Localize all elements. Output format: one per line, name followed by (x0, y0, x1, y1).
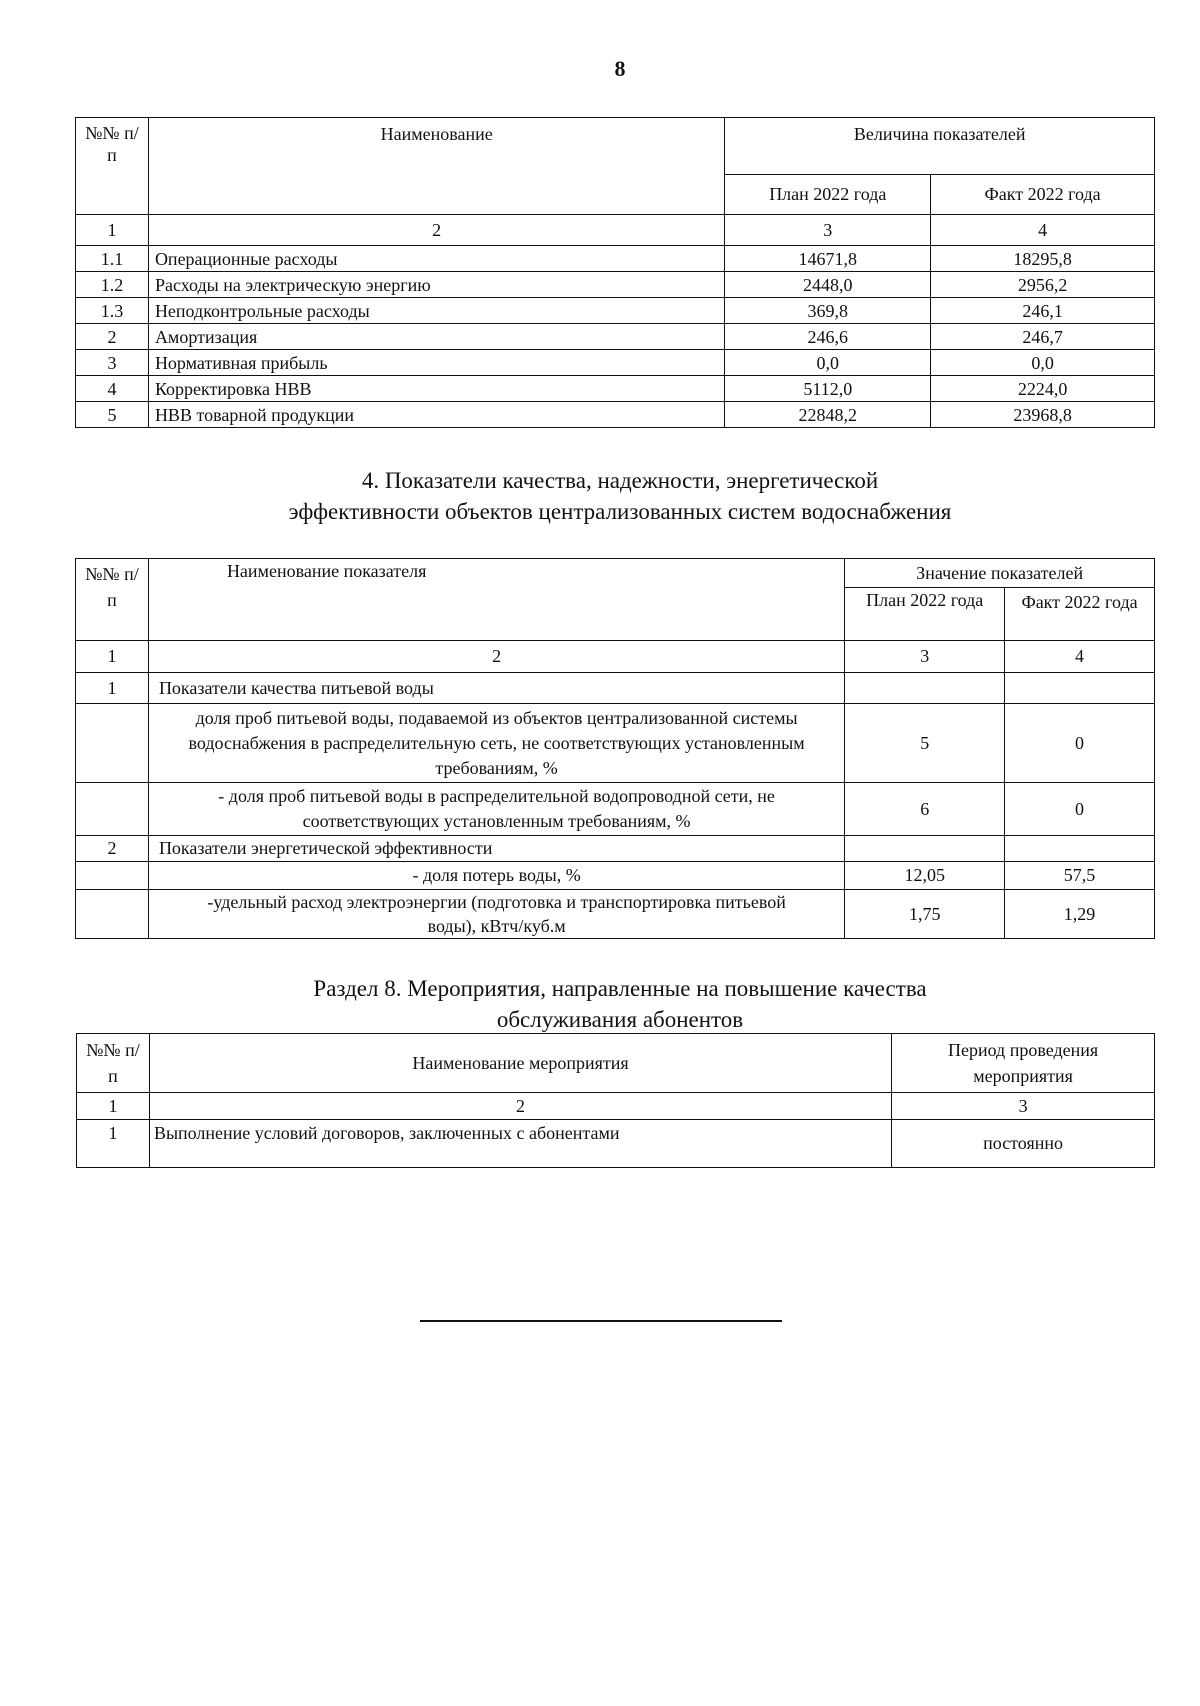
row-fact: 23968,8 (931, 402, 1155, 428)
header-num: №№ п/п (76, 118, 149, 215)
table-row (76, 246, 1155, 272)
row-fact: 2956,2 (931, 272, 1155, 298)
column-number-row (76, 215, 1155, 246)
row-num: 4 (76, 376, 149, 402)
row-name: Выполнение условий договоров, заключенных с абонентами (149, 1120, 891, 1168)
col-number: 3 (725, 215, 931, 246)
row-name: НВВ товарной продукции (148, 402, 724, 428)
row-fact (1005, 673, 1155, 704)
header-plan: План 2022 года (845, 588, 1005, 641)
row-plan: 246,6 (725, 324, 931, 350)
row-num: 2 (76, 324, 149, 350)
section-8-heading (0, 973, 1200, 1035)
row-plan: 22848,2 (725, 402, 931, 428)
row-num: 5 (76, 402, 149, 428)
page-number: 8 (614, 56, 626, 81)
row-name: доля проб питьевой воды, подаваемой из объектов централизованной системы водоснабжения в распределительную сеть, не соответствующих установленным требованиям, % (148, 704, 844, 783)
row-fact: 246,7 (931, 324, 1155, 350)
row-plan: 6 (845, 783, 1005, 836)
row-plan: 5 (845, 704, 1005, 783)
col-number: 4 (1005, 641, 1155, 673)
row-num: 1 (77, 1120, 150, 1168)
row-fact: 18295,8 (931, 246, 1155, 272)
row-num: 1.2 (76, 272, 149, 298)
section-4-title-line-2: эффективности объектов централизованных систем водоснабжения (288, 499, 952, 524)
row-name: Показатели качества питьевой воды (148, 673, 844, 704)
header-name: Наименование показателя (148, 559, 844, 641)
row-num: 1.3 (76, 298, 149, 324)
table-row (76, 836, 1155, 862)
table-row (76, 673, 1155, 704)
row-fact (1005, 836, 1155, 862)
row-fact: 0 (1005, 783, 1155, 836)
row-num: 2 (76, 836, 149, 862)
row-name: -удельный расход электроэнергии (подготовка и транспортировка питьевой воды), кВтч/куб.м (148, 890, 844, 939)
header-name: Наименование мероприятия (149, 1034, 891, 1093)
col-number: 3 (892, 1093, 1155, 1120)
row-num (76, 704, 149, 783)
row-name: - доля потерь воды, % (148, 862, 844, 890)
quality-indicators-table (75, 558, 1155, 939)
col-number: 1 (76, 215, 149, 246)
row-name: Расходы на электрическую энергию (148, 272, 724, 298)
table-row (76, 298, 1155, 324)
row-fact: 0,0 (931, 350, 1155, 376)
table-row (76, 704, 1155, 783)
row-plan: 369,8 (725, 298, 931, 324)
table-row (76, 350, 1155, 376)
row-plan: 5112,0 (725, 376, 931, 402)
financial-indicators-table (75, 117, 1155, 428)
row-fact: 57,5 (1005, 862, 1155, 890)
row-num: 1.1 (76, 246, 149, 272)
header-num: №№ п/п (76, 559, 149, 641)
table-row (76, 783, 1155, 836)
row-fact: 2224,0 (931, 376, 1155, 402)
row-plan: 1,75 (845, 890, 1005, 939)
column-number-row (77, 1093, 1155, 1120)
table-row (77, 1120, 1155, 1168)
row-name: - доля проб питьевой воды в распределительной водопроводной сети, не соответствующих установленным требованиям, % (148, 783, 844, 836)
row-period: постоянно (892, 1120, 1155, 1168)
col-number: 2 (149, 1093, 891, 1120)
row-name: Нормативная прибыль (148, 350, 724, 376)
table-row (76, 862, 1155, 890)
row-plan (845, 673, 1005, 704)
row-plan: 0,0 (725, 350, 931, 376)
row-num (76, 862, 149, 890)
row-plan: 2448,0 (725, 272, 931, 298)
table-row (76, 376, 1155, 402)
row-fact: 1,29 (1005, 890, 1155, 939)
header-plan: План 2022 года (725, 174, 931, 214)
section-4-heading (0, 465, 1200, 527)
col-number: 4 (931, 215, 1155, 246)
row-fact: 246,1 (931, 298, 1155, 324)
table-row (76, 890, 1155, 939)
closing-separator-line (420, 1320, 782, 1322)
section-4-title-line-1: 4. Показатели качества, надежности, энергетической (361, 468, 879, 493)
table-row (76, 324, 1155, 350)
header-num: №№ п/п (77, 1034, 150, 1093)
row-fact: 0 (1005, 704, 1155, 783)
header-fact: Факт 2022 года (1005, 588, 1155, 641)
row-plan: 12,05 (845, 862, 1005, 890)
row-num: 1 (76, 673, 149, 704)
column-number-row (76, 641, 1155, 673)
row-name: Операционные расходы (148, 246, 724, 272)
col-number: 2 (148, 215, 724, 246)
col-number: 2 (148, 641, 844, 673)
row-num (76, 890, 149, 939)
header-group: Значение показателей (845, 559, 1155, 588)
table-row (76, 272, 1155, 298)
section-8-title-line-2: обслуживания абонентов (496, 1007, 744, 1032)
row-plan (845, 836, 1005, 862)
header-name: Наименование (148, 118, 724, 215)
row-name: Неподконтрольные расходы (148, 298, 724, 324)
header-group: Величина показателей (725, 118, 1155, 175)
col-number: 1 (76, 641, 149, 673)
service-measures-table (76, 1033, 1155, 1168)
table-row (76, 402, 1155, 428)
row-num (76, 783, 149, 836)
row-num: 3 (76, 350, 149, 376)
row-plan: 14671,8 (725, 246, 931, 272)
row-name: Показатели энергетической эффективности (148, 836, 844, 862)
header-period: Период проведения мероприятия (892, 1034, 1155, 1093)
col-number: 1 (77, 1093, 150, 1120)
section-8-title-line-1: Раздел 8. Мероприятия, направленные на повышение качества (313, 976, 927, 1001)
row-name: Корректировка НВВ (148, 376, 724, 402)
header-fact: Факт 2022 года (931, 174, 1155, 214)
row-name: Амортизация (148, 324, 724, 350)
col-number: 3 (845, 641, 1005, 673)
